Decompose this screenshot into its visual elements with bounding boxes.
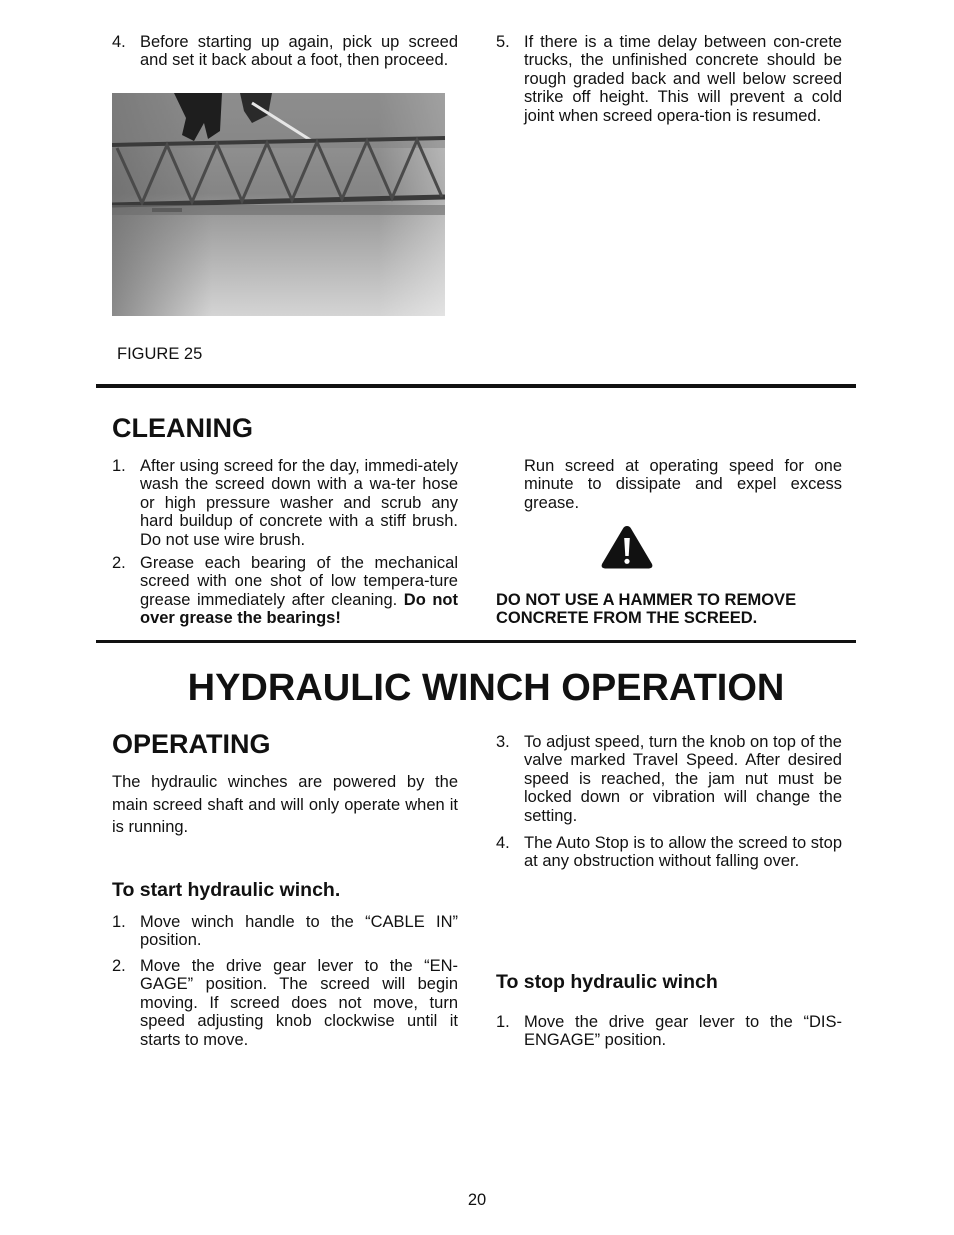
step-text: After using screed for the day, immedi-ately wash the screed down with a wa-ter hose or high pressure washer and scrub any hard buildup of concrete with a stiff brush. Do not use wire brush. [140, 457, 458, 549]
step-text: The Auto Stop is to allow the screed to stop at any obstruction without falling over. [524, 834, 842, 871]
step-text: Move winch handle to the “CABLE IN” position. [140, 913, 458, 950]
page-title: HYDRAULIC WINCH OPERATION [187, 667, 785, 709]
start-winch-heading: To start hydraulic winch. [112, 879, 341, 901]
step-text: Before starting up again, pick up screed and set it back about a foot, then proceed. [140, 33, 458, 70]
warning-triangle-icon [600, 523, 654, 571]
step-number: 2. [112, 957, 126, 975]
step-number: 1. [112, 913, 126, 931]
cleaning-step-2 [112, 554, 458, 630]
operating-heading: OPERATING [112, 729, 271, 759]
step-number: 3. [496, 733, 510, 751]
step-number: 4. [112, 33, 126, 51]
step-number: 2. [112, 554, 126, 572]
step-4-auto-stop [496, 834, 842, 890]
cleaning-continued-text: Run screed at operating speed for one minute to dissipate and expel excess grease. [524, 457, 842, 512]
step-3 [496, 733, 842, 826]
section-divider [96, 384, 856, 388]
step-text-regular: Grease each bearing of the mechanical screed with one shot of low tempera-ture grease immediately after cleaning. [140, 554, 458, 609]
stop-winch-heading: To stop hydraulic winch [496, 971, 718, 993]
step-4 [112, 33, 458, 89]
start-step-1 [112, 913, 458, 951]
figure-caption: FIGURE 25 [117, 345, 203, 363]
page-number: 20 [467, 1191, 487, 1209]
step-5 [496, 33, 842, 145]
stop-step-1 [496, 1013, 842, 1051]
step-text: Move the drive gear lever to the “EN-GAGE” position. The screed will begin moving. If screed does not move, turn speed adjusting knob clockwise until it starts to move. [140, 957, 458, 1049]
screed-photo-image [112, 93, 445, 316]
step-number: 1. [496, 1013, 510, 1031]
step-text: Move the drive gear lever to the “DIS-ENGAGE” position. [524, 1013, 842, 1050]
step-text [140, 554, 458, 628]
warning-text: DO NOT USE A HAMMER TO REMOVE CONCRETE FROM THE SCREED. [496, 591, 797, 628]
figure-25-photo [112, 93, 445, 316]
cleaning-heading: CLEANING [112, 413, 253, 443]
section-divider [96, 640, 856, 643]
step-text-bold: Do not over grease the bearings! [140, 590, 459, 628]
step-text: To adjust speed, turn the knob on top of the valve marked Travel Speed. After desired speed is reached, the jam nut must be locked down or vibration will change the setting. [524, 733, 842, 825]
step-number: 4. [496, 834, 510, 852]
start-step-2 [112, 957, 458, 1050]
operating-intro: The hydraulic winches are powered by the main screed shaft and will only operate when it is running. [112, 773, 458, 836]
step-number: 1. [112, 457, 126, 475]
cleaning-step-1 [112, 457, 458, 550]
step-text: If there is a time delay between con-crete trucks, the unfinished concrete should be rough graded back and well below screed strike off height. This will prevent a cold joint when screed opera-tion is resumed. [524, 33, 842, 125]
step-number: 5. [496, 33, 510, 51]
